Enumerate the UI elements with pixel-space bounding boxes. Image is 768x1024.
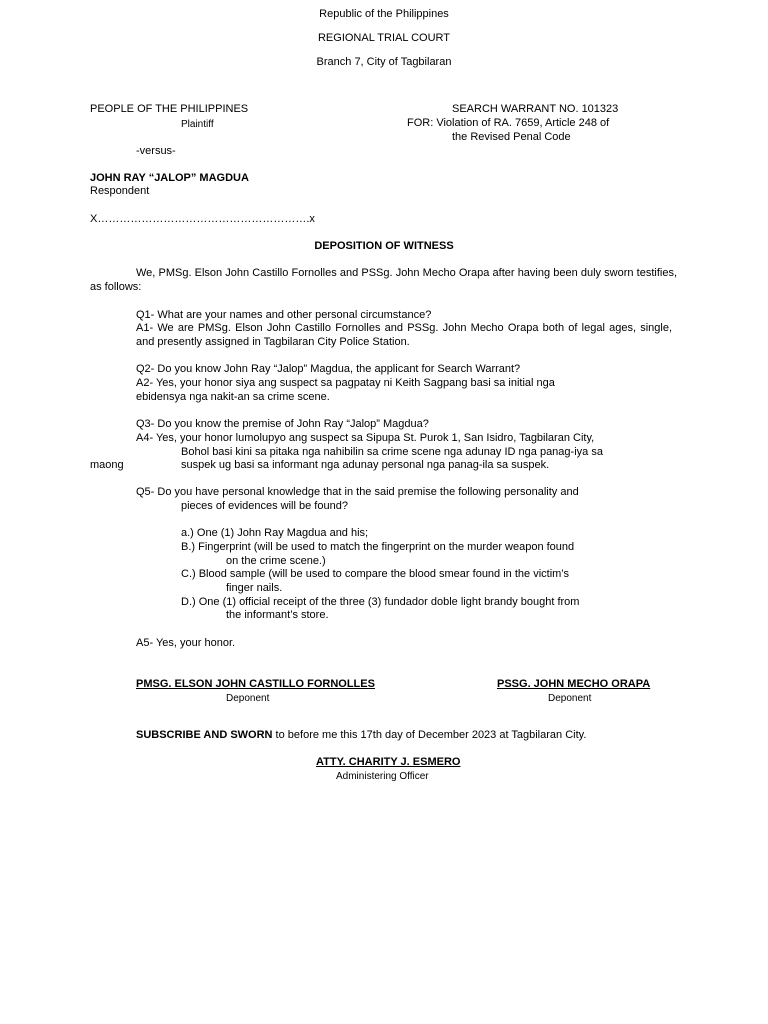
- officer-role: Administering Officer: [336, 771, 429, 782]
- evidence-item-b-line-2: on the crime scene.): [226, 555, 326, 567]
- header-court: REGIONAL TRIAL COURT: [317, 32, 451, 44]
- right-deponent-name: PSSG. JOHN MECHO ORAPA: [497, 678, 651, 690]
- versus-label: -versus-: [136, 145, 176, 157]
- document-title: DEPOSITION OF WITNESS: [314, 240, 454, 252]
- answer-5: A5- Yes, your honor.: [136, 637, 236, 649]
- answer-2-line-1: A2- Yes, your honor siya ang suspect sa pagpatay ni Keith Sagpang basi sa initial nga: [136, 377, 555, 389]
- answer-4-line-3: suspek ug basi sa informant nga adunay personal nga panag-ila sa suspek.: [181, 459, 550, 471]
- officer-name: ATTY. CHARITY J. ESMERO: [316, 756, 461, 768]
- header-branch: Branch 7, City of Tagbilaran: [316, 56, 452, 68]
- jurat-rest: to before me this 17th day of December 2023 at Tagbilaran City.: [272, 729, 587, 741]
- answer-2-line-2: ebidensya nga nakit-an sa crime scene.: [136, 391, 330, 403]
- question-3: Q3- Do you know the premise of John Ray “Jalop” Magdua?: [136, 418, 429, 430]
- question-1: Q1- What are your names and other personal circumstance?: [136, 309, 432, 321]
- answer-4-maong: maong: [90, 459, 124, 471]
- respondent-name: JOHN RAY “JALOP” MAGDUA: [90, 172, 249, 184]
- header-republic: Republic of the Philippines: [319, 8, 449, 20]
- evidence-item-c-line-2: finger nails.: [226, 582, 283, 594]
- evidence-item-d-line-1: D.) One (1) official receipt of the three (3) fundador doble light brandy bought from: [181, 596, 580, 608]
- respondent-role: Respondent: [90, 185, 150, 197]
- evidence-item-c-line-1: C.) Blood sample (will be used to compare the blood smear found in the victim’s: [181, 568, 570, 580]
- caption-divider: X………………………………………………….x: [90, 213, 315, 225]
- intro-paragraph: We, PMSg. Elson John Castillo Fornolles and PSSg. John Mecho Orapa after having been duly sworn testifies, as follows:: [90, 267, 677, 293]
- answer-4-line-2: Bohol basi kini sa pitaka nga nahibilin sa crime scene nga adunay ID nga panag-iya sa: [181, 446, 603, 458]
- answer-1: A1- We are PMSg. Elson John Castillo Fornolles and PSSg. John Mecho Orapa both of legal ages, single, and presently assigned in Tagbilaran City Police Station.: [136, 322, 672, 348]
- plaintiff-role: Plaintiff: [181, 119, 214, 130]
- violation-line-2: the Revised Penal Code: [452, 131, 571, 143]
- question-2: Q2- Do you know John Ray “Jalop” Magdua, the applicant for Search Warrant?: [136, 363, 521, 375]
- warrant-number: SEARCH WARRANT NO. 101323: [452, 103, 619, 115]
- question-5-line-1: Q5- Do you have personal knowledge that in the said premise the following personality and: [136, 486, 579, 498]
- evidence-item-a: a.) One (1) John Ray Magdua and his;: [181, 527, 369, 539]
- jurat-bold: SUBSCRIBE AND SWORN: [136, 729, 273, 741]
- plaintiff-name: PEOPLE OF THE PHILIPPINES: [90, 103, 249, 115]
- evidence-item-b-line-1: B.) Fingerprint (will be used to match the fingerprint on the murder weapon found: [181, 541, 575, 553]
- left-deponent-name: PMSG. ELSON JOHN CASTILLO FORNOLLES: [136, 678, 375, 690]
- jurat: [136, 729, 586, 743]
- answer-4-line-1: A4- Yes, your honor lumolupyo ang suspect sa Sipupa St. Purok 1, San Isidro, Tagbilaran City,: [136, 432, 595, 444]
- evidence-item-d-line-2: the informant’s store.: [226, 609, 329, 621]
- violation-line-1: FOR: Violation of RA. 7659, Article 248 of: [407, 117, 610, 129]
- question-5-line-2: pieces of evidences will be found?: [181, 500, 348, 512]
- left-deponent-role: Deponent: [226, 693, 270, 704]
- right-deponent-role: Deponent: [548, 693, 592, 704]
